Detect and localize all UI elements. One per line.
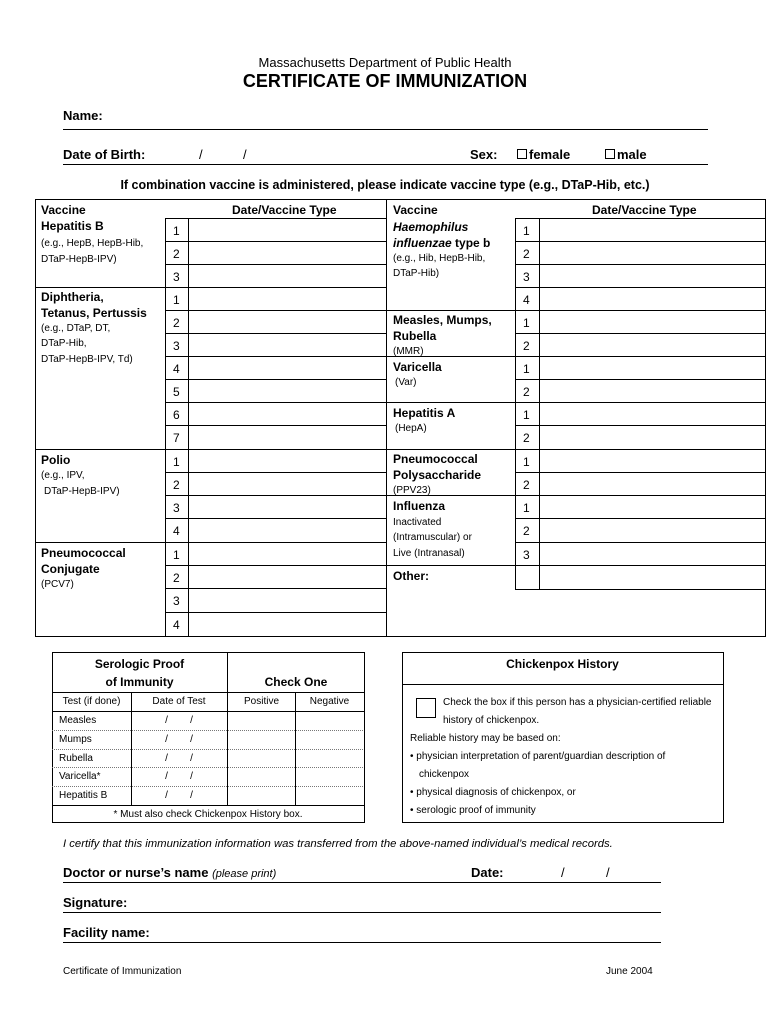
chickenpox-check-text: history of chickenpox. (443, 715, 540, 726)
chickenpox-bullet (410, 751, 665, 762)
vaccine-note: (PCV7) (41, 579, 74, 590)
date-column-header: Date/Vaccine Type (592, 203, 697, 217)
vaccine-note: DTaP-HepB-IPV) (44, 486, 120, 497)
serologic-test-name: Rubella (59, 753, 93, 764)
serologic-date-field[interactable]: / / (165, 715, 193, 726)
bullet-icon: • (410, 751, 414, 762)
serologic-title: of Immunity (105, 675, 174, 689)
hib-type-part: type b (451, 236, 491, 250)
vaccine-note: (PPV23) (393, 485, 431, 496)
dose-number: 2 (173, 571, 180, 585)
male-label: male (617, 147, 647, 162)
dose-number: 4 (173, 524, 180, 538)
serologic-test-name: Varicella* (59, 771, 101, 782)
dose-number: 1 (173, 293, 180, 307)
serologic-date-field[interactable]: / / (165, 753, 193, 764)
dose-number: 2 (523, 385, 530, 399)
vaccine-name-dtp: Diphtheria, (41, 290, 104, 304)
date-separator: / (606, 865, 610, 880)
check-one-header: Check One (264, 675, 328, 689)
reliable-history-basis: Reliable history may be based on: (410, 733, 561, 744)
signature-label: Signature: (63, 895, 128, 910)
vaccine-name-hepatitis-b: Hepatitis B (41, 219, 104, 233)
negative-header: Negative (309, 696, 350, 707)
doctor-label-text: Doctor or nurse’s name (63, 865, 209, 880)
dose-number: 1 (523, 455, 530, 469)
dose-number: 1 (173, 224, 180, 238)
date-column-header: Date/Vaccine Type (232, 203, 337, 217)
footer-form-name: Certificate of Immunization (63, 966, 182, 977)
vaccine-note: (e.g., HepB, HepB-Hib, (41, 238, 144, 249)
vaccine-name-influenza: Influenza (393, 499, 446, 513)
date-separator: / (561, 865, 565, 880)
serologic-title: Serologic Proof (94, 657, 185, 671)
vaccine-name-hib: Haemophilus (393, 220, 469, 234)
vaccine-note: DTaP-Hib, (41, 338, 87, 349)
dose-number: 1 (523, 316, 530, 330)
dose-number: 3 (173, 594, 180, 608)
dose-number: 2 (523, 247, 530, 261)
please-print-note: (please print) (212, 868, 277, 880)
bullet-text: serologic proof of immunity (416, 805, 536, 816)
dose-number: 4 (173, 362, 180, 376)
facility-name-label: Facility name: (63, 925, 150, 940)
signature-field[interactable] (63, 912, 661, 913)
department-name: Massachusetts Department of Public Health (258, 55, 512, 70)
vaccine-note: (e.g., DTaP, DT, (41, 323, 111, 334)
vaccine-name-mmr: Rubella (393, 329, 437, 343)
name-label: Name: (63, 108, 103, 123)
dob-separator: / (243, 147, 247, 162)
page-title: CERTIFICATE OF IMMUNIZATION (242, 71, 528, 91)
dose-number: 2 (173, 247, 180, 261)
vaccine-note: (e.g., Hib, HepB-Hib, (393, 253, 486, 264)
dose-number: 2 (523, 478, 530, 492)
footer-date: June 2004 (606, 966, 653, 977)
serologic-test-name: Hepatitis B (59, 790, 108, 801)
vaccine-note: Inactivated (393, 517, 442, 528)
dose-number: 3 (523, 548, 530, 562)
bullet-text: physical diagnosis of chickenpox, or (416, 787, 576, 798)
dose-number: 3 (173, 270, 180, 284)
serologic-footnote: * Must also check Chickenpox History box. (113, 809, 303, 820)
chickenpox-check-text: Check the box if this person has a physician-certified reliable (443, 697, 712, 708)
vaccine-name-varicella: Varicella (393, 360, 442, 374)
hib-italic-part: influenzae (393, 236, 452, 250)
vaccine-note: DTaP-Hib) (393, 268, 440, 279)
serologic-date-field[interactable]: / / (165, 771, 193, 782)
serologic-test-name: Measles (59, 715, 97, 726)
chickenpox-checkbox[interactable] (416, 698, 436, 718)
positive-header: Positive (243, 696, 279, 707)
dose-number: 4 (523, 293, 530, 307)
chickenpox-bullet (410, 805, 536, 816)
dose-number: 1 (173, 455, 180, 469)
dose-number: 1 (523, 224, 530, 238)
bullet-icon: • (410, 805, 414, 816)
vaccine-column-header: Vaccine (393, 203, 438, 217)
bullet-continuation: chickenpox (419, 769, 470, 780)
dose-number: 7 (173, 431, 180, 445)
dose-number: 4 (173, 618, 180, 632)
certification-statement: I certify that this immunization information was transferred from the above-named individual’s medical records. (63, 838, 613, 850)
vaccine-name-polio: Polio (41, 453, 71, 467)
dose-number: 1 (523, 362, 530, 376)
test-column-header: Test (if done) (62, 696, 121, 707)
date-of-test-header: Date of Test (152, 696, 206, 707)
vaccine-name-hib (393, 236, 490, 250)
female-label: female (529, 147, 571, 162)
vaccine-note: DTaP-HepB-IPV) (41, 254, 117, 265)
dose-number: 2 (173, 478, 180, 492)
vaccine-note: (Intramuscular) or (393, 532, 472, 543)
dose-number: 6 (173, 408, 180, 422)
vaccine-name-dtp: Tetanus, Pertussis (41, 306, 147, 320)
vaccine-note: DTaP-HepB-IPV, Td) (41, 354, 133, 365)
dose-number: 3 (173, 339, 180, 353)
dose-number: 5 (173, 385, 180, 399)
dose-number: 2 (523, 431, 530, 445)
vaccine-note: (Var) (395, 377, 417, 388)
dose-number: 2 (173, 316, 180, 330)
dose-number: 2 (523, 339, 530, 353)
date-label: Date: (471, 865, 504, 880)
vaccine-name-ppv: Pneumococcal (393, 452, 478, 466)
dob-separator: / (199, 147, 203, 162)
facility-name-field[interactable] (63, 942, 661, 943)
vaccine-column-header: Vaccine (41, 203, 86, 217)
dose-number: 2 (523, 524, 530, 538)
vaccine-name-mmr: Measles, Mumps, (393, 313, 492, 327)
bullet-icon: • (410, 787, 414, 798)
dob-label: Date of Birth: (63, 147, 146, 162)
dose-number: 3 (523, 270, 530, 284)
sex-label: Sex: (470, 147, 498, 162)
serologic-date-field[interactable]: / / (165, 734, 193, 745)
vaccine-name-hepatitis-a: Hepatitis A (393, 406, 456, 420)
dose-number: 1 (523, 501, 530, 515)
vaccine-name-ppv: Polysaccharide (393, 468, 482, 482)
dose-number: 1 (523, 408, 530, 422)
dose-number: 3 (173, 501, 180, 515)
vaccine-note: (e.g., IPV, (41, 470, 85, 481)
doctor-name-label (63, 865, 276, 880)
vaccine-name-other: Other: (393, 569, 429, 583)
dose-number: 1 (173, 548, 180, 562)
chickenpox-bullet (410, 787, 576, 798)
chickenpox-title: Chickenpox History (506, 657, 619, 671)
bullet-text: physician interpretation of parent/guardian description of (416, 751, 666, 762)
vaccine-name-pcv: Conjugate (41, 562, 100, 576)
combination-instruction: If combination vaccine is administered, please indicate vaccine type (e.g., DTaP-Hib, etc.) (120, 178, 650, 192)
doctor-name-field[interactable] (63, 882, 661, 883)
serologic-test-name: Mumps (59, 734, 92, 745)
vaccine-note: Live (Intranasal) (393, 548, 465, 559)
vaccine-note: (MMR) (393, 346, 424, 357)
vaccine-note: (HepA) (395, 423, 427, 434)
vaccine-name-pcv: Pneumococcal (41, 546, 126, 560)
serologic-date-field[interactable]: / / (165, 790, 193, 801)
